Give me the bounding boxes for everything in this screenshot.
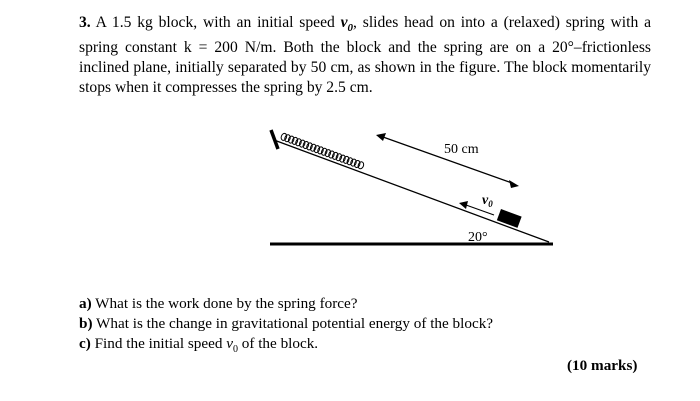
problem-text-part-1: A 1.5 kg block, with an initial speed xyxy=(95,14,341,31)
spring-coil-loop xyxy=(357,161,364,170)
spring-coil-loop xyxy=(350,158,357,167)
incline-surface xyxy=(274,140,549,242)
question-c-label: c) xyxy=(79,335,91,352)
question-b-text: What is the change in gravitational potential energy of the block? xyxy=(92,315,494,332)
initial-speed-subscript: 0 xyxy=(347,22,354,35)
spring-coil-loop xyxy=(339,154,346,163)
spring-coil-loop xyxy=(321,148,328,157)
spring-coil-loop xyxy=(288,135,295,144)
marks-label: (10 marks) xyxy=(567,357,638,374)
spring-coil-loop xyxy=(295,138,302,147)
spring-coil-loop xyxy=(354,160,361,169)
problem-text-part-2: , slides head on into a (relaxed) spring with a spring constant k = 200 N/m. Both the block and the spring are on a 20°–frictionless inclined plane, initially separated by 50 cm, as shown in the figure. The block momentarily stops when it compresses the spring by 2.5 cm. xyxy=(79,14,651,97)
spring-coil-loop xyxy=(343,156,350,165)
question-a-label: a) xyxy=(79,295,92,312)
distance-label: 50 cm xyxy=(444,142,479,157)
question-c-symbol: v xyxy=(226,335,233,352)
problem-number: 3. xyxy=(79,14,91,31)
spring-coil-loop xyxy=(324,149,331,158)
spring-coil-loop xyxy=(310,143,317,152)
spring-coil-loop xyxy=(284,134,291,143)
spring-coil-loop xyxy=(291,137,298,146)
spring-coil-loop xyxy=(346,157,353,166)
spring-coil-loop xyxy=(332,152,339,161)
question-a xyxy=(79,294,659,314)
velocity-subscript: 0 xyxy=(488,199,493,209)
spring-coil-loop xyxy=(317,146,324,155)
question-a-text: What is the work done by the spring force? xyxy=(91,295,358,312)
spring-coil-loop xyxy=(299,139,306,148)
spring-coil xyxy=(280,133,364,170)
question-c-text-before: Find the initial speed xyxy=(90,335,227,352)
question-b-label: b) xyxy=(79,315,93,332)
spring-coil-loop xyxy=(306,142,313,151)
spring-wall xyxy=(271,130,278,149)
spring-coil-loop xyxy=(280,133,287,142)
question-c-text-after: of the block. xyxy=(237,335,319,352)
initial-speed-letter: v xyxy=(340,14,348,31)
distance-arrowhead-left xyxy=(376,133,386,141)
spring-coil-loop xyxy=(302,141,309,150)
spring-coil-loop xyxy=(328,150,335,159)
question-c-subscript: 0 xyxy=(232,344,238,356)
distance-arrowhead-right xyxy=(509,180,519,188)
sliding-block xyxy=(497,209,522,228)
spring-coil-loop xyxy=(313,145,320,154)
spring-coil-loop xyxy=(335,153,342,162)
velocity-label xyxy=(482,193,493,209)
question-b xyxy=(79,314,659,334)
question-list xyxy=(79,294,659,360)
velocity-arrowhead xyxy=(459,201,468,209)
angle-label: 20° xyxy=(468,230,488,245)
velocity-letter: v xyxy=(482,193,489,208)
